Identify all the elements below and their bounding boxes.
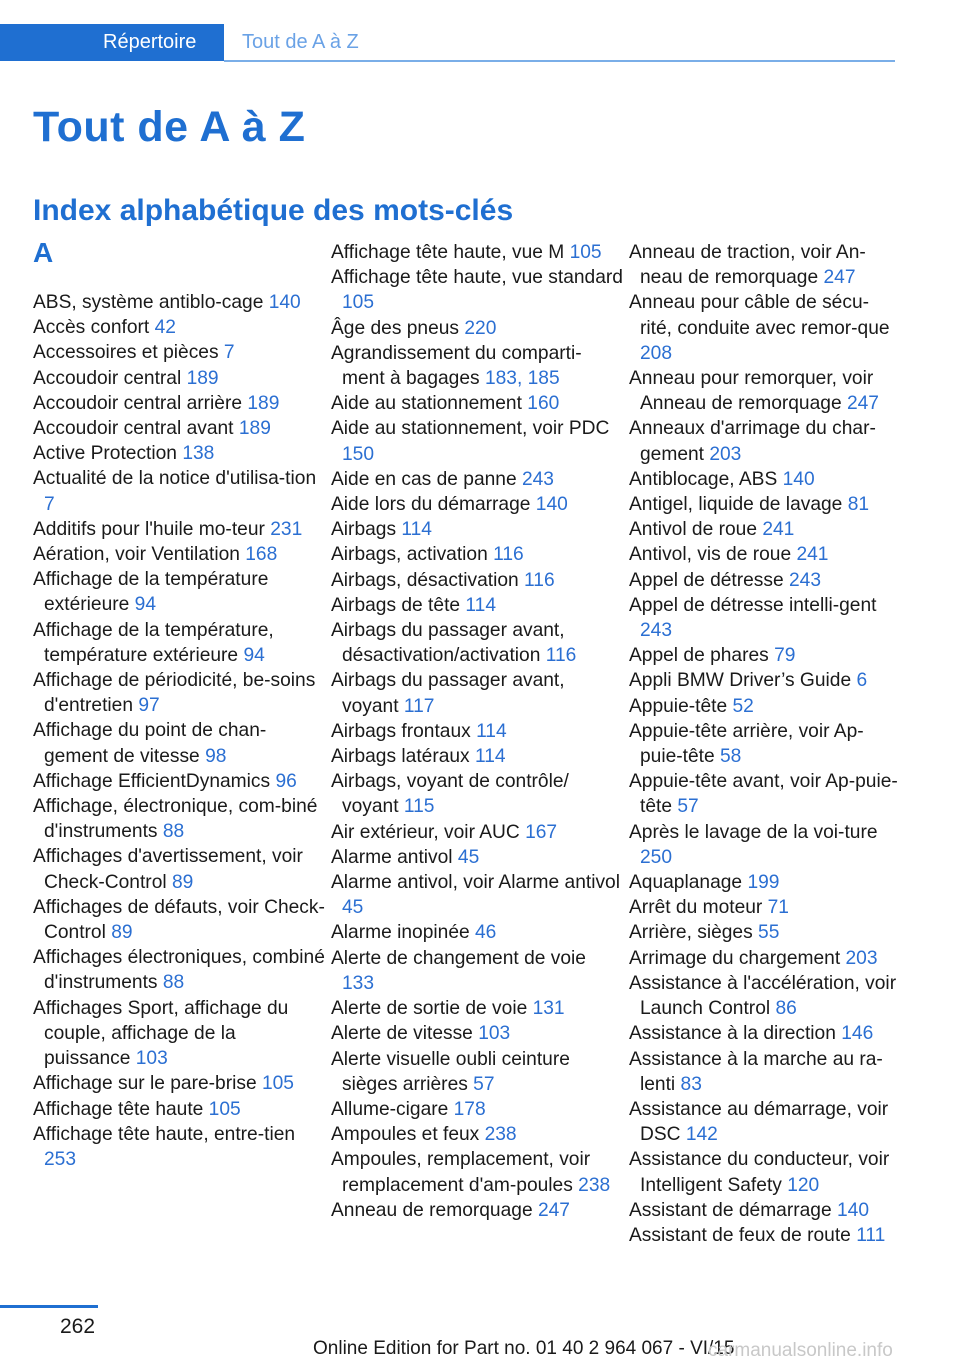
index-term: Assistant de démarrage [629, 1199, 837, 1221]
index-entry [331, 1097, 623, 1122]
index-entry [33, 391, 325, 416]
index-term: Appel de détresse intelli-gent [629, 594, 877, 616]
page-link[interactable]: 83 [680, 1073, 702, 1095]
index-entry [33, 794, 325, 844]
index-term: Arrière, sièges [629, 922, 759, 944]
index-term: Appuie-tête [629, 695, 733, 717]
index-entry [629, 920, 899, 945]
index-entry [33, 1122, 325, 1172]
index-entry [629, 1021, 899, 1046]
page-link[interactable]: 247 [846, 393, 879, 415]
index-term: Antivol, vis de roue [629, 544, 797, 566]
index-term: Assistance à l'accélération, voir Launch Control [629, 972, 897, 1020]
page-link[interactable]: 98 [205, 745, 227, 767]
page-link[interactable]: 52 [732, 695, 754, 717]
page-link[interactable]: 203 [845, 947, 878, 969]
index-entry [331, 744, 623, 769]
index-term: Appli BMW Driver’s Guide [629, 670, 857, 692]
index-term: Alerte visuelle oubli ceinture sièges arrières [331, 1048, 570, 1095]
index-entry [33, 618, 325, 668]
tab-tout-de-a-a-z[interactable]: Tout de A à Z [242, 31, 359, 53]
index-term: Accoudoir central arrière [33, 392, 248, 414]
index-entry [629, 946, 899, 971]
index-term: Affichage, électronique, com-biné d'instruments [33, 796, 318, 843]
index-term: Affichage tête haute [33, 1098, 209, 1120]
index-entry [33, 1097, 325, 1122]
page-number: 262 [60, 1315, 96, 1338]
index-term: Airbags, voyant de contrôle/ voyant [331, 771, 569, 818]
index-term: Assistance à la marche au ra-lenti [629, 1048, 883, 1095]
page-link[interactable]: 114 [465, 594, 496, 616]
index-entry [331, 568, 623, 593]
index-term: Assistant de feux de route [629, 1224, 857, 1246]
page-link[interactable]: 6 [856, 670, 868, 692]
page-link[interactable]: 58 [720, 746, 742, 768]
page-link[interactable]: 115 [403, 796, 435, 818]
index-entry [331, 845, 623, 870]
index-term: Allume-cigare [331, 1098, 454, 1120]
page-link[interactable]: 103 [135, 1048, 168, 1070]
page-link[interactable]: 116 [524, 569, 555, 591]
page-link[interactable]: 146 [841, 1023, 874, 1045]
index-term: Anneau pour remorquer, voir Anneau de remorquage [629, 368, 874, 415]
index-entry [33, 945, 325, 995]
index-term: Airbags, activation [331, 544, 494, 566]
page-link[interactable]: 97 [138, 695, 160, 717]
index-term: Alerte de vitesse [331, 1023, 479, 1045]
watermark: carmanualsonline.info [708, 1340, 893, 1361]
index-term: Assistance au démarrage, voir DSC [629, 1098, 889, 1146]
index-term: Affichages Sport, affichage du couple, affichage de la puissance [33, 997, 289, 1070]
index-entry [33, 668, 325, 718]
index-entry [629, 492, 899, 517]
page-link[interactable]: 57 [677, 796, 699, 818]
index-term: Airbags frontaux [331, 720, 477, 742]
index-entry [331, 265, 623, 315]
page-link[interactable]: 55 [758, 922, 780, 944]
index-term: ABS, système antiblo-cage [33, 292, 269, 313]
index-entry [629, 1198, 899, 1223]
index-term: Anneau de remorquage [331, 1199, 538, 1221]
index-entry [33, 366, 325, 391]
section-title: Index alphabétique des mots-clés [33, 194, 514, 227]
page-link[interactable]: 241 [762, 519, 795, 541]
index-entry [629, 568, 899, 593]
index-entry [33, 895, 325, 945]
index-term: Affichage de périodicité, be-soins d'entretien [33, 670, 316, 717]
index-entry [331, 593, 623, 618]
index-term: Anneau pour câble de sécu-rité, conduite avec remor-que [629, 292, 890, 339]
page-link[interactable]: 241 [796, 544, 829, 566]
index-entry [331, 391, 623, 416]
page-link[interactable]: 114 [476, 720, 507, 742]
index-entry [629, 769, 899, 819]
page-link[interactable]: 105 [342, 292, 375, 314]
index-term: Active Protection [33, 443, 183, 465]
page-link[interactable]: 142 [685, 1124, 718, 1146]
index-term: Additifs pour l'huile mo-teur [33, 518, 271, 540]
page-link[interactable]: 105 [261, 1073, 294, 1095]
index-term: Après le lavage de la voi-ture [629, 821, 878, 843]
index-term: Arrimage du chargement [629, 947, 846, 969]
page-link[interactable]: 178 [453, 1098, 486, 1120]
index-entry [629, 1047, 899, 1097]
index-term: Affichage tête haute, entre-tien [33, 1123, 296, 1145]
index-entry [629, 467, 899, 492]
index-entry [33, 1071, 325, 1096]
index-entry [629, 719, 899, 769]
index-term: Airbags [331, 519, 402, 541]
edition-note: Online Edition for Part no. 01 40 2 964 067 - VI/15 [313, 1338, 735, 1359]
page-link[interactable]: 116 [545, 645, 577, 667]
index-entry [331, 542, 623, 567]
page-link[interactable]: 94 [134, 594, 156, 616]
page-link[interactable]: 114 [401, 519, 432, 541]
index-entry [33, 517, 325, 542]
index-entry [331, 240, 623, 265]
index-term: Airbags de tête [331, 594, 466, 616]
index-entry [331, 492, 623, 517]
page-link[interactable]: 189 [247, 392, 280, 414]
index-term: Aide en cas de panne [331, 468, 522, 490]
index-term: Airbags, désactivation [331, 569, 525, 591]
index-term: Alarme inopinée [331, 922, 475, 944]
index-entry [629, 668, 899, 693]
index-entry [331, 769, 623, 819]
index-entry [629, 820, 899, 870]
index-term: Anneau de traction, voir An-neau de remorquage [629, 242, 866, 289]
index-term: Affichage EfficientDynamics [33, 770, 276, 792]
page-link[interactable]: 7 [223, 342, 235, 364]
page-link[interactable]: 231 [270, 518, 303, 540]
page-link[interactable]: 131 [532, 998, 565, 1020]
index-term: Affichage tête haute, vue M [331, 242, 570, 263]
index-term: Appuie-tête arrière, voir Ap-puie-tête [629, 720, 864, 768]
page-link[interactable]: 183, 185 [484, 368, 560, 390]
index-entry [331, 668, 623, 718]
index-entry [629, 366, 899, 416]
index-term: Alarme antivol, voir Alarme antivol [331, 872, 620, 894]
index-entry [331, 1198, 623, 1223]
page-link[interactable]: 138 [182, 443, 215, 465]
index-entry [331, 618, 623, 668]
index-entry [629, 240, 899, 290]
index-entry [629, 1223, 899, 1248]
index-term: Affichages électroniques, combiné d'instruments [33, 947, 325, 994]
page-link[interactable]: 247 [537, 1199, 570, 1221]
page-link[interactable]: 45 [342, 897, 364, 919]
page-link[interactable]: 81 [847, 494, 870, 516]
index-entry [33, 542, 325, 567]
page-link[interactable]: 243 [640, 620, 673, 642]
page-link[interactable]: 253 [44, 1148, 77, 1170]
index-entry [331, 467, 623, 492]
page-link[interactable]: 189 [186, 367, 219, 389]
page-link[interactable]: 133 [342, 972, 375, 994]
index-term: Affichage tête haute, vue standard [331, 267, 623, 289]
index-term: Accoudoir central avant [33, 418, 239, 440]
page-link[interactable]: 140 [782, 468, 815, 490]
page-link[interactable]: 89 [171, 871, 194, 893]
index-term: Affichage de la température extérieure [33, 569, 269, 616]
page-link[interactable]: 160 [527, 393, 560, 415]
page-link[interactable]: 86 [775, 998, 797, 1020]
page-link[interactable]: 94 [243, 644, 265, 666]
page-link[interactable]: 238 [578, 1174, 611, 1196]
index-term: Airbags latéraux [331, 746, 475, 768]
index-term: Aération, voir Ventilation [33, 544, 246, 566]
page-link[interactable]: 57 [473, 1073, 495, 1095]
page-link[interactable]: 243 [789, 569, 822, 591]
index-term: Antiblocage, ABS [629, 468, 783, 490]
index-term: Agrandissement du comparti-ment à bagages [331, 342, 582, 390]
index-term: Air extérieur, voir AUC [331, 821, 526, 843]
index-entry [331, 316, 623, 341]
index-entry [331, 1021, 623, 1046]
index-entry [331, 1147, 623, 1197]
page-link[interactable]: 105 [569, 242, 602, 263]
page-link[interactable]: 150 [342, 443, 375, 465]
index-term: Assistance du conducteur, voir Intelligent Safety [629, 1149, 890, 1196]
page-link[interactable]: 79 [774, 645, 796, 667]
page-link[interactable]: 88 [162, 821, 185, 843]
index-entry [629, 1097, 899, 1147]
page-link[interactable]: 111 [856, 1224, 886, 1246]
index-entry [33, 466, 325, 516]
header-bar [0, 24, 895, 62]
index-term: Accès confort [33, 317, 155, 339]
index-entry [331, 341, 623, 391]
footer-rule [0, 1305, 98, 1308]
index-term: Airbags du passager avant, voyant [331, 670, 565, 717]
index-term: Ampoules et feux [331, 1124, 485, 1146]
tab-repertoire[interactable]: Répertoire [0, 24, 224, 61]
page-link[interactable]: 199 [747, 872, 780, 894]
page-link[interactable]: 189 [238, 418, 271, 440]
index-term: Aide au stationnement [331, 393, 528, 415]
page-link[interactable]: 46 [475, 922, 497, 944]
index-entry [331, 517, 623, 542]
index-column-3 [629, 240, 899, 1248]
index-entry [629, 416, 899, 466]
index-entry [331, 1047, 623, 1097]
index-term: Accoudoir central [33, 367, 187, 389]
page-link[interactable]: 103 [478, 1023, 511, 1045]
index-term: Alerte de changement de voie [331, 947, 586, 969]
index-term: Affichage du point de chan-gement de vitesse [33, 720, 267, 767]
header-divider [224, 60, 895, 62]
index-term: Âge des pneus [331, 317, 465, 339]
index-entry [331, 996, 623, 1021]
index-entry [33, 290, 325, 315]
index-entry [33, 718, 325, 768]
index-entry [33, 315, 325, 340]
page-link[interactable]: 238 [484, 1124, 517, 1146]
page-link[interactable]: 203 [709, 443, 742, 465]
index-term: Antivol de roue [629, 519, 763, 541]
index-entry [33, 996, 325, 1072]
index-term: Affichages d'avertissement, voir Check-Control [33, 846, 303, 893]
index-entry [33, 769, 325, 794]
index-entry [331, 820, 623, 845]
page-link[interactable]: 71 [767, 897, 789, 919]
page-link[interactable]: 96 [275, 770, 297, 792]
page-link[interactable]: 120 [787, 1174, 820, 1196]
index-term: Aide lors du démarrage [331, 494, 536, 516]
index-term: Alerte de sortie de voie [331, 998, 533, 1020]
page-link[interactable]: 247 [823, 267, 856, 289]
index-entry [33, 416, 325, 441]
page-link[interactable]: 114 [474, 746, 506, 768]
index-entry [629, 593, 899, 643]
index-entry [33, 441, 325, 466]
page-link[interactable]: 117 [403, 695, 435, 717]
index-term: Accessoires et pièces [33, 342, 224, 364]
index-term: Appel de phares [629, 645, 775, 667]
page-link[interactable]: 243 [521, 468, 554, 490]
index-term: Airbags du passager avant, désactivation/activation [331, 620, 565, 667]
index-entry [629, 643, 899, 668]
index-entry [331, 870, 623, 920]
index-term: Arrêt du moteur [629, 897, 768, 919]
index-entry [629, 870, 899, 895]
page-link[interactable]: 140 [268, 292, 301, 313]
index-entry [331, 946, 623, 996]
page-link[interactable]: 89 [111, 922, 133, 944]
index-term: Antigel, liquide de lavage [629, 494, 848, 516]
index-entry [629, 895, 899, 920]
page-title: Tout de A à Z [33, 103, 306, 151]
page-link[interactable]: 208 [640, 342, 673, 364]
page-link[interactable]: 42 [154, 317, 176, 339]
page-link[interactable]: 167 [525, 821, 558, 843]
index-entry [33, 340, 325, 365]
index-entry [331, 416, 623, 466]
page-link[interactable]: 140 [836, 1199, 869, 1221]
index-entry [629, 542, 899, 567]
page-link[interactable]: 88 [162, 972, 185, 994]
index-column-1 [33, 290, 325, 1172]
index-term: Appel de détresse [629, 569, 790, 591]
index-entry [629, 971, 899, 1021]
index-entry [629, 517, 899, 542]
index-term: Appuie-tête avant, voir Ap-puie-tête [629, 771, 898, 818]
index-term: Affichages de défauts, voir Check-Control [33, 896, 325, 944]
index-term: Aide au stationnement, voir PDC [331, 418, 610, 440]
index-entry [629, 290, 899, 366]
index-entry [331, 719, 623, 744]
index-term: Affichage sur le pare-brise [33, 1073, 262, 1095]
index-entry [33, 844, 325, 894]
index-entry [331, 1122, 623, 1147]
page-link[interactable]: 168 [245, 544, 278, 566]
index-entry [629, 1147, 899, 1197]
index-term: Anneaux d'arrimage du char-gement [629, 418, 876, 465]
index-term: Assistance à la direction [629, 1023, 842, 1045]
index-entry [33, 567, 325, 617]
page-link[interactable]: 140 [535, 494, 568, 516]
index-term: Actualité de la notice d'utilisa-tion [33, 468, 317, 490]
index-term: Affichage de la température, température extérieure [33, 619, 274, 666]
index-letter-heading: A [33, 237, 54, 268]
page-link[interactable]: 7 [44, 493, 55, 515]
index-term: Ampoules, remplacement, voir remplacement d'am-poules [331, 1149, 591, 1196]
index-entry [629, 694, 899, 719]
index-term: Aquaplanage [629, 872, 748, 894]
index-entry [331, 920, 623, 945]
page-link[interactable]: 116 [493, 544, 524, 566]
index-column-2 [331, 240, 623, 1223]
page-link[interactable]: 45 [457, 846, 480, 868]
page-link[interactable]: 220 [464, 317, 497, 339]
page-link[interactable]: 250 [640, 846, 673, 868]
page-link[interactable]: 105 [208, 1098, 241, 1120]
index-term: Alarme antivol [331, 846, 458, 868]
